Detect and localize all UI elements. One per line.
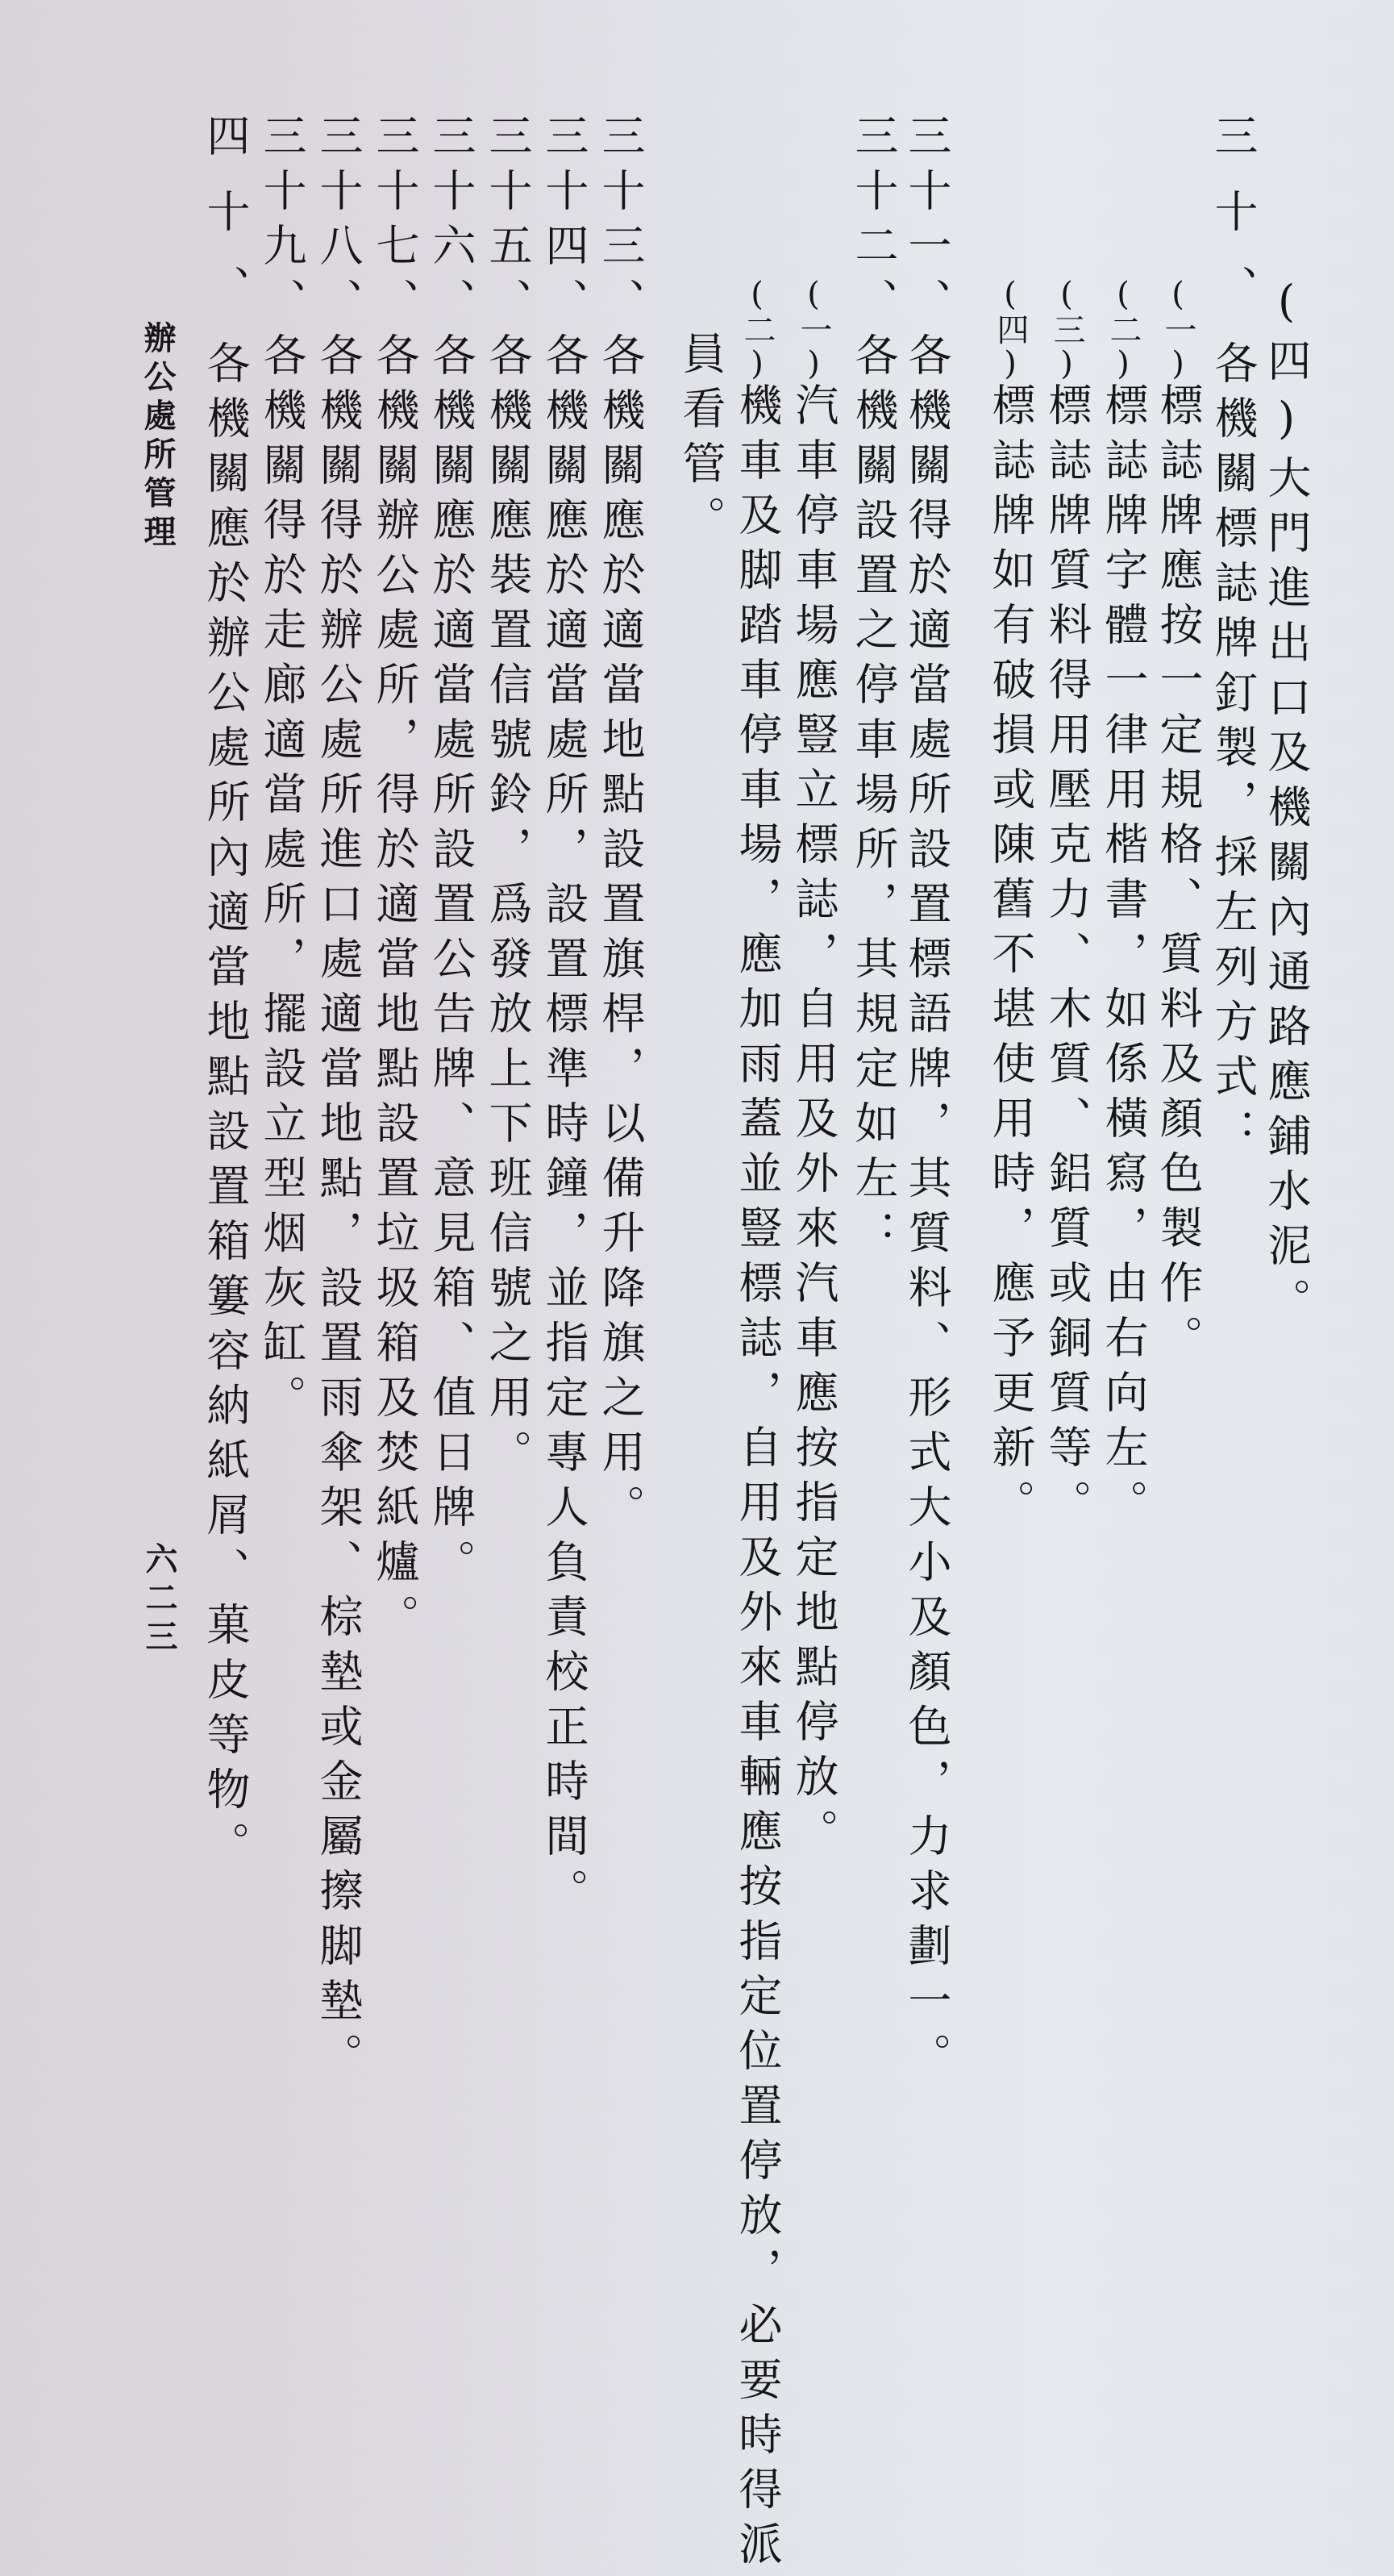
subitem-marker: (二) [1105,276,1142,382]
item-text: 各機關得於適當處所設置標語牌，其質料、形式大小及顏色，力求劃一。 [901,332,952,2087]
item-40 [200,113,251,1876]
item-text: 各機關應於辦公處所內適當地點設置箱簍容納紙屑、菓皮等物。 [200,340,251,1876]
item-number: 四十、 [200,113,251,340]
item-30-subitem-3 [1042,276,1092,1534]
subitem-text: 汽車停車場應豎立標誌，自用及外來汽車應按指定地點停放。 [789,382,839,1863]
item-30-subitem-4 [985,276,1036,1534]
subitem-marker: (一) [1159,276,1196,382]
item-number: 三十五、 [482,113,533,332]
item-text: 各機關設置之停車場所，其規定如左： [848,332,899,1265]
item-text: 各機關辦公處所，得於適當地點設置垃圾箱及焚紙爐。 [369,332,420,1649]
item-32-subitem-2-continuation [676,331,726,550]
subitem-marker: (四) [992,276,1029,382]
item-30-subitem-2 [1098,276,1149,1534]
item-32-subitem-1 [789,276,839,1863]
item-number: 三十八、 [313,113,364,332]
item-text: 各機關得於辦公處所進口處適當地點，設置雨傘架、棕墊或金屬擦脚墊。 [313,332,364,2087]
item-33 [595,113,646,1539]
item-35 [482,113,533,1484]
item-number: 三十九、 [256,113,307,332]
item-30-prev-subitem-4 [1261,276,1312,1332]
item-text: 各機關應裝置信號鈴，爲發放上下班信號之用。 [482,332,533,1484]
item-number: 三十七、 [369,113,420,332]
item-text: 各機關應於適當處所設置公告牌、意見箱、值日牌。 [426,332,476,1594]
item-39 [256,113,307,1429]
item-37 [369,113,420,1649]
item-36 [426,113,476,1594]
item-30 [1208,113,1259,1163]
item-number: 三十六、 [426,113,476,332]
subitem-text: 標誌牌應按一定規格、質料及顏色製作。 [1153,382,1204,1369]
item-38 [313,113,364,2087]
item-32-subitem-2 [732,276,783,2576]
item-30-subitem-1 [1153,276,1204,1369]
item-32 [848,113,899,1265]
item-text: 各機關應於適當地點設置旗桿，以備升降旗之用。 [595,332,646,1539]
item-number: 三十一、 [901,113,952,332]
item-number: 三十四、 [539,113,589,332]
subitem-text: 機車及脚踏車停車場，應加雨蓋並豎標誌，自用及外來車輛應按指定位置停放，必要時得派 [732,382,783,2576]
subitem-text: 員看管。 [676,331,726,550]
subitem-text: 標誌牌如有破損或陳舊不堪使用時，應予更新。 [985,382,1036,1534]
item-number: 三十二、 [848,113,899,332]
page-number: 六二三 [140,1542,178,1658]
subitem-text: 標誌牌字體一律用楷書，如係橫寫，由右向左。 [1098,382,1149,1534]
item-number: 三十、 [1208,113,1259,340]
item-text: 各機關應於適當處所，設置標準時鐘，並指定專人負責校正時間。 [539,332,589,1923]
running-header: 辦公處所管理 [139,321,177,553]
item-text: 各機關得於走廊適當處所，擺設立型烟灰缸。 [256,332,307,1429]
subitem-marker: (三) [1048,276,1085,382]
subitem-text: 標誌牌質料得用壓克力、木質、鋁質或銅質等。 [1042,382,1092,1534]
subitem-text: (四)大門進出口及機關內通路應鋪水泥。 [1261,276,1312,1332]
item-text: 各機關標誌牌釘製，採左列方式： [1208,340,1259,1163]
item-31 [901,113,952,2087]
subitem-marker: (二) [739,276,776,382]
subitem-marker: (一) [795,276,832,382]
item-number: 三十三、 [595,113,646,332]
item-34 [539,113,589,1923]
